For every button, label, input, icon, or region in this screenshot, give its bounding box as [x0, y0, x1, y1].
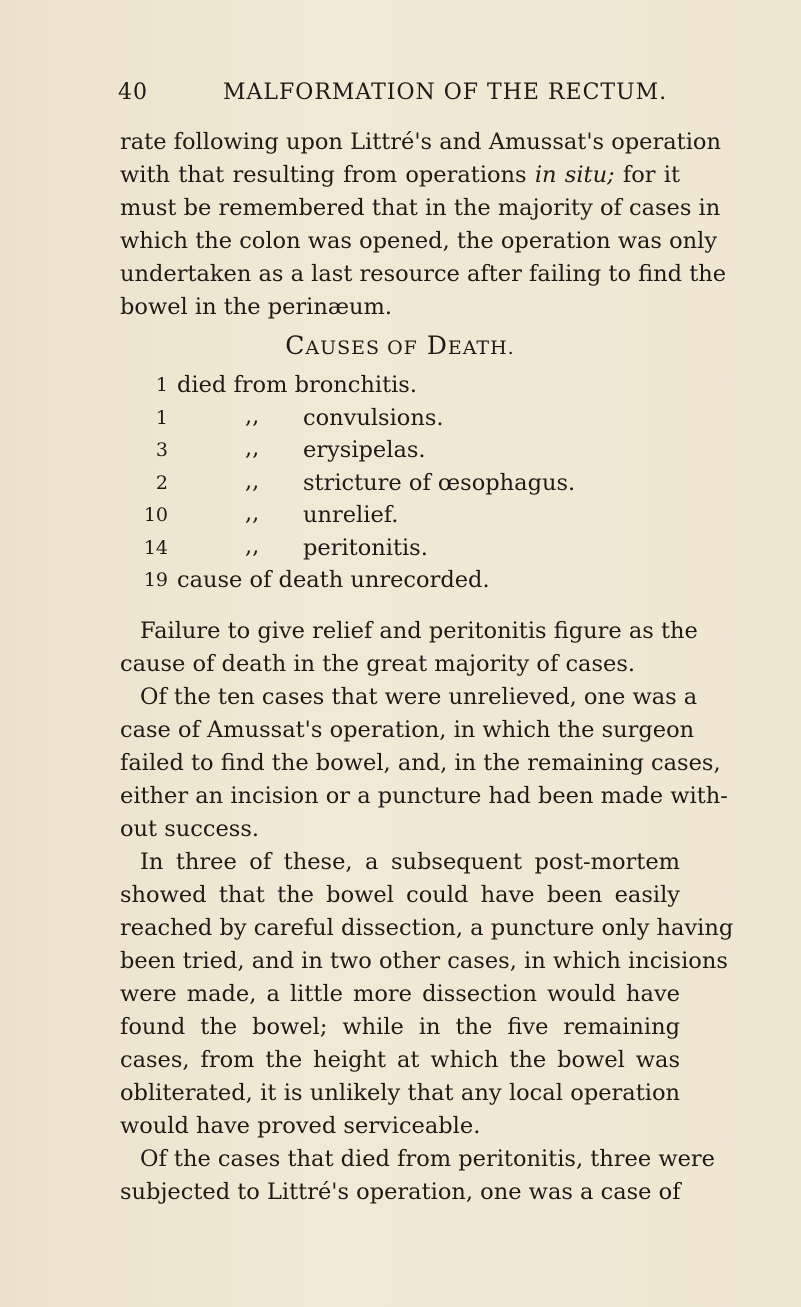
text-line: showed that the bowel could have been easily	[120, 882, 680, 908]
text-line: In three of these, a subsequent post-mortem	[140, 849, 680, 875]
text-line: Of the ten cases that were unrelieved, one was a	[140, 684, 698, 710]
ditto-mark: ,,	[245, 500, 260, 526]
cause-count: 10	[143, 504, 168, 526]
text-line: which the colon was opened, the operation was only	[120, 228, 718, 254]
cause-text: convulsions.	[303, 404, 444, 431]
cause-count: 2	[155, 471, 168, 494]
text-line: must be remembered that in the majority of cases in	[120, 195, 721, 221]
text-line: cases, from the height at which the bowel was	[120, 1047, 680, 1073]
ditto-mark: ,,	[245, 532, 260, 559]
text-line: obliterated, it is unlikely that any local operation	[120, 1080, 680, 1106]
cause-text: stricture of œsophagus.	[303, 469, 576, 496]
text-line: either an incision or a puncture had been made with-	[120, 783, 728, 809]
text-line: out success.	[120, 816, 260, 842]
cause-count: 19	[143, 569, 168, 591]
heading-initial: D	[426, 331, 448, 360]
section-heading	[120, 331, 680, 360]
cause-count: 1	[155, 374, 168, 396]
page-number: 40	[118, 80, 148, 105]
text-line: case of Amussat's operation, in which the surgeon	[120, 717, 695, 743]
heading-initial: C	[285, 331, 306, 360]
cause-count: 1	[155, 406, 168, 429]
text-fragment: for it	[622, 162, 681, 188]
text-line: Of the cases that died from peritonitis, three were	[140, 1146, 715, 1172]
text-line: Failure to give relief and peritonitis figure as the	[140, 618, 698, 644]
ditto-mark: ,,	[245, 467, 260, 494]
text-line: subjected to Littré's operation, one was a case of	[120, 1179, 681, 1205]
text-line: would have proved serviceable.	[120, 1113, 481, 1139]
cause-count: 3	[155, 439, 168, 461]
cause-text: erysipelas.	[303, 437, 426, 463]
ditto-mark: ,,	[245, 435, 260, 461]
italic-phrase: in situ;	[534, 162, 615, 188]
text-line: failed to find the bowel, and, in the remaining cases,	[120, 750, 721, 776]
cause-text: died from bronchitis.	[177, 372, 418, 398]
text-line: been tried, and in two other cases, in which incisions	[120, 948, 728, 974]
cause-text: unrelief.	[303, 502, 399, 528]
heading-small-caps: EATH.	[447, 337, 515, 359]
text-line: bowel in the perinæum.	[120, 294, 392, 320]
cause-text: cause of death unrecorded.	[177, 567, 490, 593]
text-line: cause of death in the great majority of cases.	[120, 651, 636, 677]
cause-text: peritonitis.	[303, 534, 428, 561]
text-fragment: with that resulting from operations	[120, 162, 527, 188]
text-line: rate following upon Littré's and Amussat's operation	[120, 129, 721, 155]
text-line	[120, 159, 680, 192]
ditto-mark: ,,	[245, 402, 260, 429]
cause-count: 14	[143, 536, 168, 559]
text-line: undertaken as a last resource after failing to find the	[120, 261, 727, 287]
heading-small-caps: AUSES OF	[305, 337, 418, 359]
text-line: found the bowel; while in the five remaining	[120, 1014, 680, 1040]
running-title: MALFORMATION OF THE RECTUM.	[223, 80, 668, 105]
text-line: reached by careful dissection, a puncture only having	[120, 915, 734, 941]
text-line: were made, a little more dissection would have	[120, 981, 680, 1007]
